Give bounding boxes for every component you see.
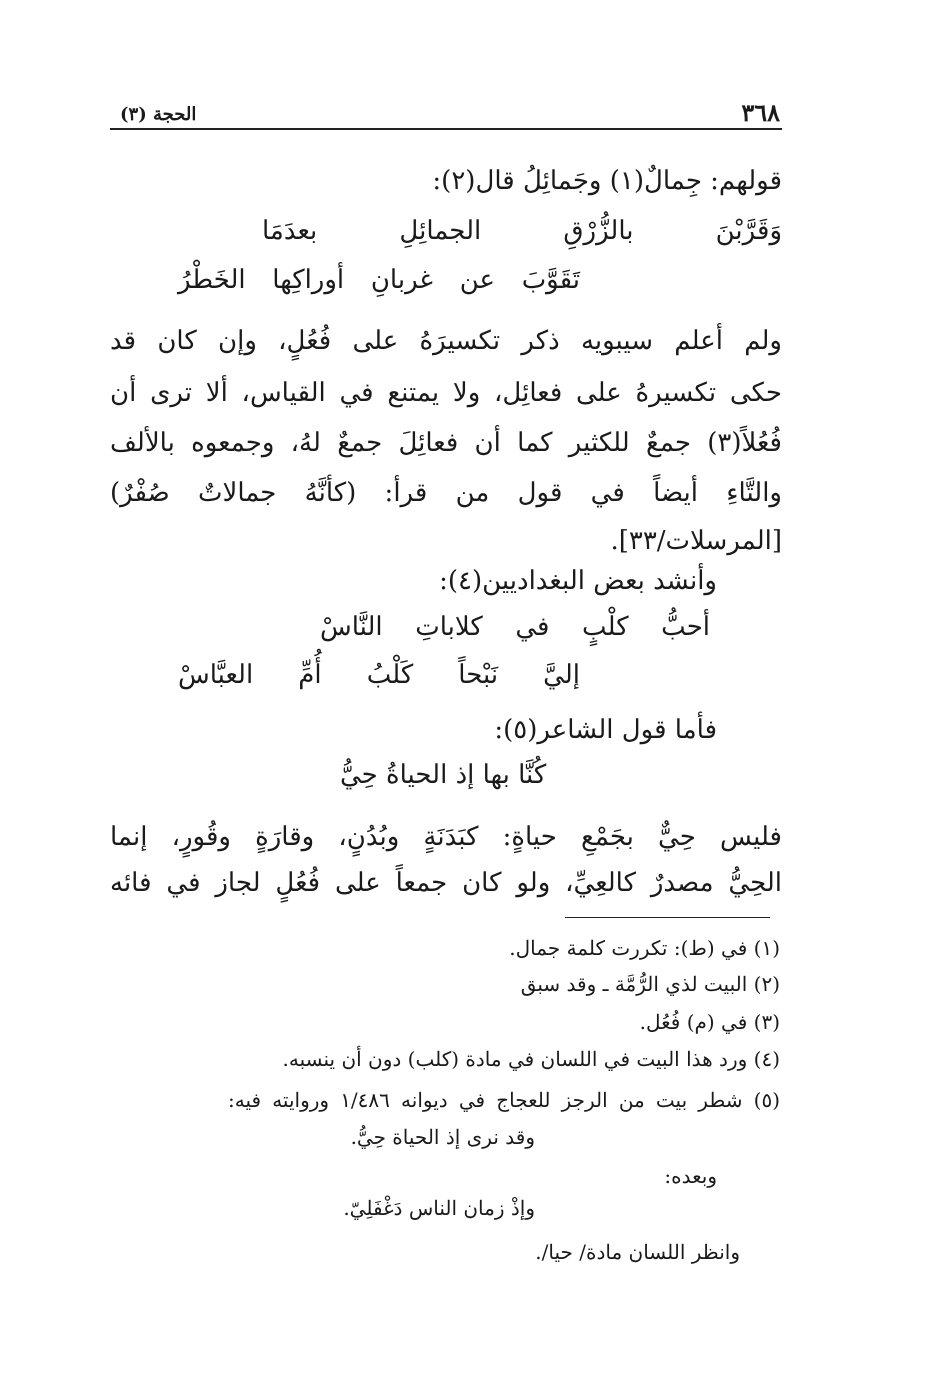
footnote-5-see-also: وانظر اللسان مادة/ حيا/. [535, 1240, 740, 1264]
page-number: ٣٦٨ [741, 98, 780, 127]
verse-1-first-hemistich: وَقَرَّبْنَ بالزُّرْقِ الجمائِلِ بعدَمَا [262, 216, 782, 246]
footnote-4: (٤) ورد هذا البيت في اللسان في مادة (كلب) دون أن ينسبه. [282, 1047, 780, 1071]
heading-line: وأنشد بعض البغداديين(٤): [439, 566, 717, 596]
footnote-1: (١) في (ط): تكررت كلمة جمال. [509, 936, 780, 960]
verse-2-first-hemistich: أحبُّ كلْبٍ في كلاباتِ النَّاسْ [320, 612, 710, 642]
footnote-5-verse-2: وإذْ زمان الناس دَغْفَلِيّ. [343, 1196, 535, 1220]
paragraph-1-line-1: ولم أعلم سيبويه ذكر تكسيرَهُ على فُعُلٍ، وإن كان قد [110, 326, 782, 356]
header-rule [110, 128, 782, 130]
footnote-5: (٥) شطر بيت من الرجز للعجاج في ديوانه ١/٤٨٦ وروايته فيه: [228, 1088, 780, 1112]
paragraph-1-line-2: حكى تكسيرهُ على فعائِل، ولا يمتنع في القياس، ألا ترى أن [110, 378, 782, 408]
running-title: الحجة (٣) [120, 104, 197, 125]
quran-reference: [المرسلات/٣٣]. [610, 526, 782, 556]
footnote-5-verse-1: وقد نرى إذ الحياة حِيُّ. [350, 1125, 535, 1149]
heading-line: قولهم: جِمالٌ(١) وجَمائِلُ قال(٢): [432, 166, 782, 196]
paragraph-2-line-2: الحِيُّ مصدرٌ كالعِيِّ، ولو كان جمعاً على فُعُلٍ لجاز في فائه [110, 868, 782, 898]
heading-line: فأما قول الشاعر(٥): [494, 715, 717, 745]
paragraph-1-line-4: والتَّاءِ أيضاً في قول من قرأ: (كأنَّهُ جمالاتٌ صُفْرٌ) [110, 478, 782, 508]
paragraph-2-line-1: فليس حِيٌّ بجَمْعِ حياةٍ: كبَدَنَةٍ وبُدُنٍ، وقارَةٍ وقُورٍ، إنما [110, 822, 782, 852]
verse-2-second-hemistich: إليَّ نَبْحاً كَلْبُ أُمِّ العبَّاسْ [178, 660, 580, 690]
footnote-2: (٢) البيت لذي الرُّمَّة ـ وقد سبق [520, 972, 780, 996]
verse-3: كُنَّا بها إذ الحياةُ حِيُّ [340, 760, 547, 790]
verse-1-second-hemistich: تَقَوَّبَ عن غربانِ أوراكِها الخَطْرُ [178, 265, 580, 295]
footnote-3: (٣) في (م) فُعُل. [639, 1010, 780, 1034]
footnote-rule [565, 917, 770, 918]
paragraph-1-line-3: فُعُلاً(٣) جمعٌ للكثير كما أن فعائِلَ جمعٌ لهُ، وجمعوه بالألف [110, 428, 782, 458]
footnote-5-after-label: وبعده: [664, 1164, 717, 1188]
